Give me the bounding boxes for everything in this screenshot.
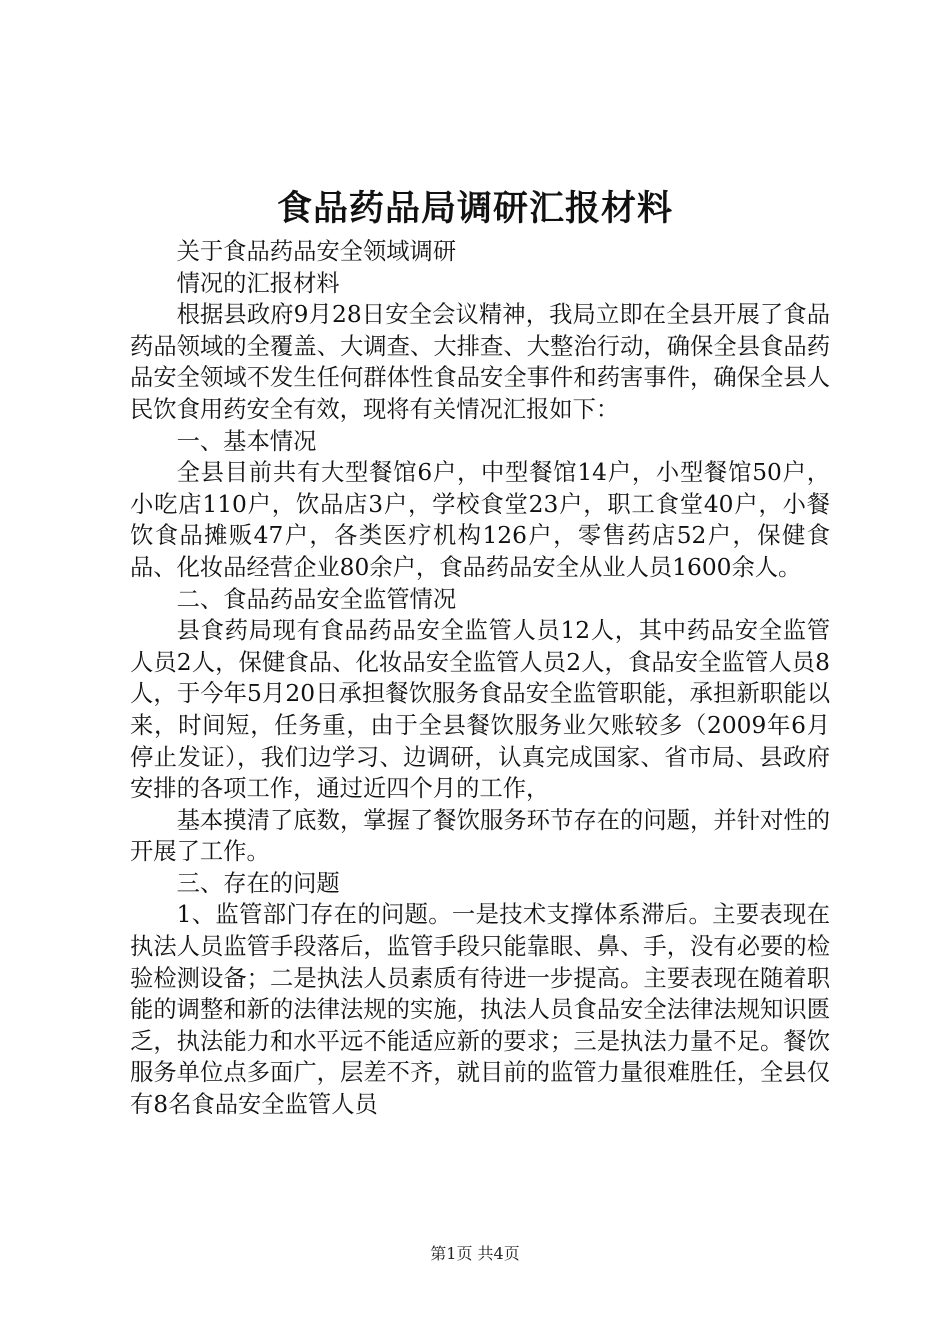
subtitle-line-1: 关于食品药品安全领域调研	[176, 238, 457, 265]
problems-paragraph: 1、监管部门存在的问题。一是技术支撑体系滞后。主要表现在执法人员监管手段落后，监管手段只能靠眼、鼻、手，没有必要的检验检测设备；二是执法人员素质有待进一步提高。主要表现在随着职能的调整和新的法律法规的实施，执法人员食品安全法律法规知识匮乏，执法能力和水平远不能适应新的要求；三是执法力量不足。餐饮服务单位点多面广，层差不齐，就目前的监管力量很难胜任，全县仅有8名食品安全监管人员	[130, 901, 830, 1119]
basic-situation-paragraph: 全县目前共有大型餐馆6户，中型餐馆14户，小型餐馆50户，小吃店110户，饮品店3户，学校食堂23户，职工食堂40户，小餐饮食品摊贩47户，各类医疗机构126户，零售药店52户，保健食品、化妆品经营企业80余户，食品药品安全从业人员1600余人。	[130, 459, 830, 581]
page-number: 第1页 共4页	[430, 1244, 520, 1263]
subtitle-line-2: 情况的汇报材料	[176, 269, 340, 297]
supervision-paragraph: 县食药局现有食品药品安全监管人员12人，其中药品安全监管人员2人，保健食品、化妆品安全监管人员2人，食品安全监管人员8人，于今年5月20日承担餐饮服务食品安全监管职能，承担新职能以来，时间短，任务重，由于全县餐饮服务业欠账较多（2009年6月停止发证），我们边学习、边调研，认真完成国家、省市局、县政府安排的各项工作，通过近四个月的工作，	[130, 617, 830, 803]
supervision-result-paragraph: 基本摸清了底数，掌握了餐饮服务环节存在的问题，并针对性的开展了工作。	[130, 806, 830, 866]
intro-paragraph: 根据县政府9月28日安全会议精神，我局立即在全县开展了食品药品领域的全覆盖、大调查、大排查、大整治行动，确保全县食品药品安全领域不发生任何群体性食品安全事件和药害事件，确保全县人民饮食用药安全有效，现将有关情况汇报如下：	[130, 301, 830, 423]
document-title: 食品药品局调研汇报材料	[276, 188, 673, 229]
document-body	[130, 236, 830, 1121]
section-heading-basic: 一、基本情况	[176, 427, 317, 455]
section-heading-supervision: 二、食品药品安全监管情况	[176, 585, 457, 613]
section-heading-problems: 三、存在的问题	[176, 869, 340, 897]
